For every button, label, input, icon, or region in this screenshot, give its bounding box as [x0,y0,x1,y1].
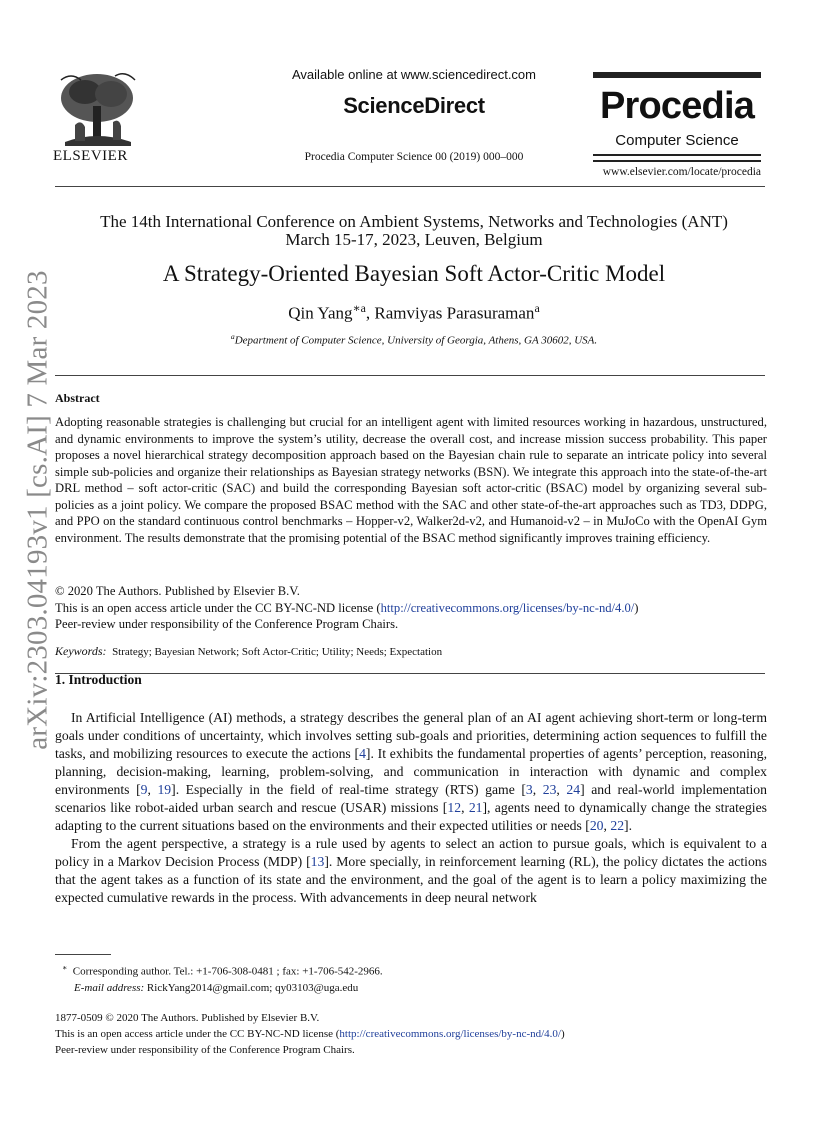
author-marks: ∗a [352,301,366,315]
header-rule [55,186,765,187]
paragraph-text: , [556,782,567,797]
procedia-url[interactable]: www.elsevier.com/locate/procedia [602,166,761,178]
email-label: E-mail address: [74,981,145,994]
procedia-rule [593,160,761,162]
peer-review-line: Peer-review under responsibility of the Conference Program Chairs. [55,617,399,631]
license-line [55,600,767,617]
author-list [0,301,828,324]
author-separator: , [365,303,375,323]
citation-link[interactable]: 24 [566,782,581,797]
footnote-mark: ∗ [62,963,68,972]
footnote-rule [55,954,111,955]
issn-line: 1877-0509 © 2020 The Authors. Published by Elsevier B.V. [55,1012,320,1024]
abstract-top-rule [55,375,765,376]
email-addresses: RickYang2014@gmail.com; qy03103@uga.edu [146,981,359,994]
issn-block [55,1010,565,1058]
procedia-rule [593,154,761,156]
paper-title: A Strategy-Oriented Bayesian Soft Actor-Critic Model [162,261,666,286]
introduction-paragraph [55,835,767,907]
corresponding-author-footnote [62,960,383,996]
citation-link[interactable]: 3 [525,782,533,797]
footnote-email-line [62,980,383,996]
issn-peer-review-line: Peer-review under responsibility of the Conference Program Chairs. [55,1044,355,1056]
affiliation-text: Department of Computer Science, University of Georgia, Athens, GA 30602, USA. [234,334,598,347]
procedia-logo-title: Procedia [599,85,755,127]
paragraph-text: ]. More specially, in reinforcement learning (RL), the policy dictates the actions that the agent takes as a function of its state and the environment, and the goal of the agent is to learn a policy maximizing the expected cumulative rewards in the process. With advancements in deep neural network [55,854,767,905]
keywords-text: Strategy; Bayesian Network; Soft Actor-Critic; Utility; Needs; Expectation [112,646,443,658]
copyright-line: © 2020 The Authors. Published by Elsevier B.V. [55,584,300,598]
paragraph-text: In Artificial Intelligence (AI) methods, a strategy describes the general plan of an AI agent achieving short-term or long-term goals under conditions of uncertainty, which involves setting sub-goals and priorities, determining action sequences to fulfill the tasks, and mobilizing resources to execute the actions [ [55,710,767,761]
citation-link[interactable]: 4 [359,746,366,761]
paragraph-text: ]. [624,818,633,833]
abstract-bottom-rule [55,673,765,674]
section-heading-introduction: 1. Introduction [55,672,142,687]
abstract-heading: Abstract [55,391,100,405]
keywords-line [55,644,442,659]
keywords-label: Keywords: [55,644,107,658]
citation-link[interactable]: 13 [310,854,325,869]
introduction-paragraph [55,709,767,835]
abstract-body: Adopting reasonable strategies is challenging but crucial for an intelligent agent with limited resources working in hazardous, unstructured, and dynamic environments to improve the system’s utility, decrease the overall cost, and increase mission success probability. This paper proposes a novel hierarchical strategy decomposition approach based on the Bayesian chain rule to separate an intricate policy into several simple sub-policies and organize their relationships as Bayesian strategy networks (BSN). We integrate this approach into the state-of-the-art DRL method – soft actor-critic (SAC) and build the corresponding Bayesian soft actor-critic (BSAC) model by organizing several sub-policies as a joint policy. We compare the proposed BSAC method with the SAC and other state-of-the-art approaches such as TD3, DDPG, and PPO on the standard continuous control benchmarks – Hopper-v2, Walker2d-v2, and Humanoid-v2 – in MuJoCo with the OpenAI Gym environment. The results demonstrate that the promising potential of the BSAC method significantly improves training efficiency. [55,415,767,545]
author-name: Ramviyas Parasuraman [374,303,535,323]
paragraph-text: ], agents need to dynamically change the strategies adapting to the current situations based on the environments and their expected utilities or needs [ [55,800,768,833]
paragraph-text: ]. It exhibits the fundamental properties of agents’ perception, reasoning, planning, decision-making, learning, problem-solving, and communication in interaction with dynamic and complex environments [ [55,746,767,797]
license-suffix: ) [561,1028,565,1040]
paragraph-text: ] and real-world implementation scenarios like robot-aided urban search and rescue (USAR) missions [ [55,782,767,815]
paragraph-text: , [603,818,611,833]
elsevier-wordmark: ELSEVIER [53,148,128,164]
license-link[interactable]: http://creativecommons.org/licenses/by-nc-nd/4.0/ [380,600,635,615]
paragraph-text: From the agent perspective, a strategy is a rule used by agents to select an action to pursue goals, which is equivalent to a policy in a Markov Decision Process (MDP) [ [55,836,767,869]
affiliation [0,332,828,347]
license-link[interactable]: http://creativecommons.org/licenses/by-nc-nd/4.0/ [339,1028,561,1040]
paragraph-text: ]. Especially in the field of real-time strategy (RTS) game [ [171,782,526,797]
paragraph-text: , [147,782,158,797]
license-prefix: This is an open access article under the CC BY-NC-ND license ( [55,600,381,615]
arxiv-side-stamp [14,0,62,1130]
procedia-top-bar [593,72,761,78]
author-name: Qin Yang [288,303,353,323]
paragraph-text: , [532,782,543,797]
license-prefix: This is an open access article under the CC BY-NC-ND license ( [55,1028,340,1040]
conference-date-location: March 15-17, 2023, Leuven, Belgium [285,230,543,249]
citation-link[interactable]: 22 [610,818,625,833]
available-online-text: Available online at www.sciencedirect.com [292,67,536,82]
citation-link[interactable]: 12 [447,800,462,815]
citation-link[interactable]: 9 [140,782,148,797]
citation-link[interactable]: 21 [468,800,483,815]
issn-license-line [55,1026,565,1042]
paragraph-text: , [461,800,469,815]
footnote-line [62,960,383,980]
author-marks: a [534,301,540,315]
footnote-contact: Corresponding author. Tel.: +1-706-308-0481 ; fax: +1-706-542-2966. [72,965,383,978]
citation-link[interactable]: 23 [542,782,557,797]
arxiv-stamp-text: arXiv:2303.04193v1 [cs.AI] 7 Mar 2023 [21,270,54,750]
license-block [55,583,767,633]
citation-link[interactable]: 19 [157,782,172,797]
license-suffix: ) [634,600,639,615]
introduction-body [55,709,767,907]
sciencedirect-logo: ScienceDirect [343,93,485,118]
procedia-logo-subtitle: Computer Science [615,132,739,149]
journal-reference: Procedia Computer Science 00 (2019) 000–000 [304,151,524,163]
affiliation-mark: a [230,332,235,341]
conference-name: The 14th International Conference on Ambient Systems, Networks and Technologies (ANT) [100,212,728,231]
citation-link[interactable]: 20 [589,818,604,833]
